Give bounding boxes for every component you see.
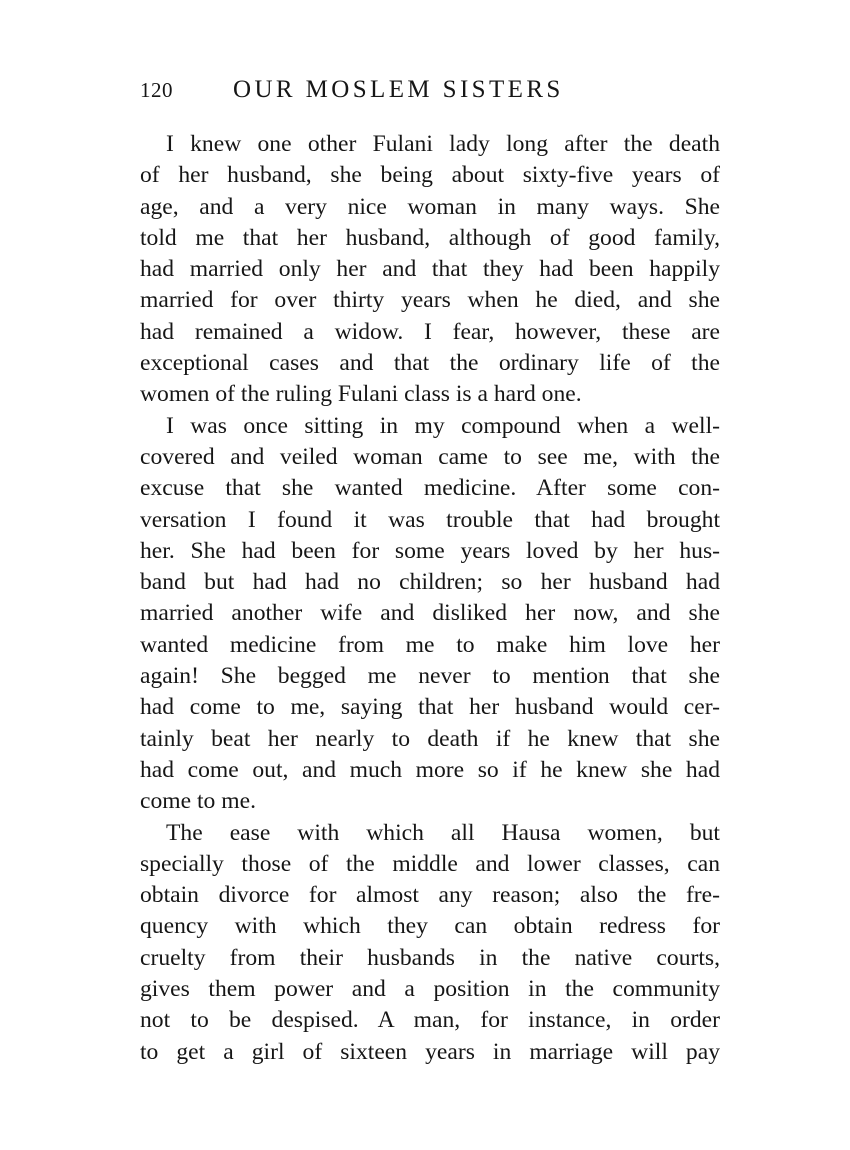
text-line: versation I found it was trouble that had brought — [140, 506, 720, 533]
text-line: had married only her and that they had been happily — [140, 256, 720, 283]
text-line: women of the ruling Fulani class is a hard one. — [140, 381, 582, 408]
text-line: come to me. — [140, 788, 256, 815]
text-line: gives them power and a position in the community — [140, 976, 720, 1003]
text-line: quency with which they can obtain redress for — [140, 913, 720, 940]
text-line: specially those of the middle and lower classes, can — [140, 850, 720, 877]
text-line: cruelty from their husbands in the native courts, — [140, 944, 720, 971]
text-line: had come out, and much more so if he knew she had — [140, 756, 720, 783]
text-line: had remained a widow. I fear, however, these are — [140, 318, 720, 345]
text-line: tainly beat her nearly to death if he knew that she — [140, 725, 720, 752]
text-line: her. She had been for some years loved by her hus- — [140, 537, 720, 564]
text-line: I was once sitting in my compound when a well- — [166, 412, 720, 439]
text-line: band but had had no children; so her husband had — [140, 569, 720, 596]
text-line: had come to me, saying that her husband would cer- — [140, 694, 720, 721]
book-title: OUR MOSLEM SISTERS — [233, 76, 564, 103]
text-line: of her husband, she being about sixty-five years of — [140, 162, 720, 189]
text-line: The ease with which all Hausa women, but — [166, 819, 720, 846]
text-line: to get a girl of sixteen years in marriage will pay — [140, 1038, 720, 1065]
running-head — [140, 76, 720, 110]
text-line: age, and a very nice woman in many ways. She — [140, 193, 720, 220]
page-number: 120 — [140, 78, 173, 102]
text-line: married for over thirty years when he died, and she — [140, 287, 720, 314]
text-line: again! She begged me never to mention that she — [140, 663, 720, 690]
body-text — [140, 129, 720, 1068]
text-line: married another wife and disliked her now, and she — [140, 600, 720, 627]
paragraph-hausa-divorce — [140, 818, 720, 1068]
text-line: excuse that she wanted medicine. After some con- — [140, 475, 720, 502]
paragraph-fulani-lady — [140, 129, 720, 411]
text-line: covered and veiled woman came to see me, with the — [140, 443, 720, 470]
text-line: obtain divorce for almost any reason; also the fre- — [140, 882, 720, 909]
text-line: exceptional cases and that the ordinary life of the — [140, 350, 720, 377]
text-line: told me that her husband, although of good family, — [140, 224, 720, 251]
text-line: wanted medicine from me to make him love her — [140, 631, 720, 658]
paragraph-veiled-woman — [140, 411, 720, 818]
text-line: I knew one other Fulani lady long after the death — [166, 131, 720, 157]
text-line: not to be despised. A man, for instance, in order — [140, 1007, 720, 1034]
